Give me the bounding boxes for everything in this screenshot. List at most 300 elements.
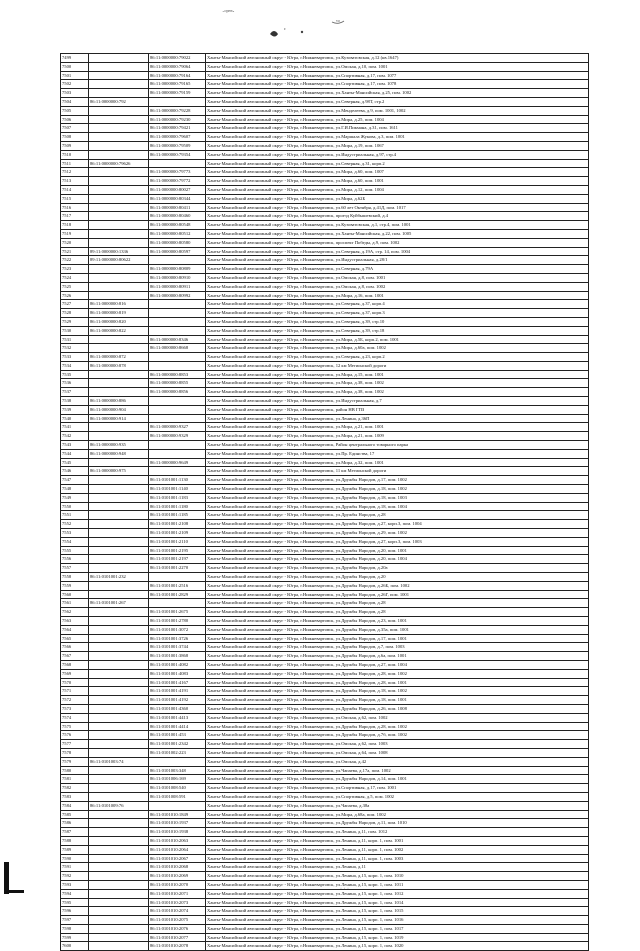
table-row: [61, 643, 589, 652]
address-prefix: Ханты-Мансийский автономный округ - Югра, г.Нижневартовск,: [207, 134, 336, 140]
address-detail: ул.Дружбы Народов, д.11, пом. 1010: [335, 820, 407, 826]
address-prefix: Ханты-Мансийский автономный округ - Югра, г.Нижневартовск,: [207, 204, 336, 210]
table-row: [61, 256, 589, 265]
object-address: [206, 449, 589, 458]
row-number: 7568: [61, 660, 89, 669]
object-cadastral-number: 86:11:0000000:80992: [149, 291, 206, 300]
parcel-cadastral-number: [89, 880, 149, 889]
table-row: [61, 731, 589, 740]
row-number: 7566: [61, 643, 89, 652]
address-prefix: Ханты-Мансийский автономный округ - Югра, г.Нижневартовск,: [207, 547, 336, 553]
row-number: 7515: [61, 194, 89, 203]
address-prefix: Ханты-Мансийский автономный округ - Югра, г.Нижневартовск,: [207, 705, 336, 711]
address-prefix: Ханты-Мансийский автономный округ - Югра, г.Нижневартовск,: [207, 934, 336, 940]
table-row: [61, 361, 589, 370]
row-number: 7600: [61, 942, 89, 951]
address-prefix: Ханты-Мансийский автономный округ - Югра, г.Нижневартовск,: [207, 327, 336, 333]
object-cadastral-number: 86:11:0000000:8853: [149, 370, 206, 379]
address-prefix: Ханты-Мансийский автономный округ - Югра, г.Нижневартовск,: [207, 336, 336, 342]
row-number: 7579: [61, 757, 89, 766]
table-row: [61, 564, 589, 573]
parcel-cadastral-number: [89, 863, 149, 872]
parcel-cadastral-number: [89, 810, 149, 819]
object-address: [206, 273, 589, 282]
table-row: [61, 889, 589, 898]
parcel-cadastral-number: 86:11:0101009:76: [89, 801, 149, 810]
table-row: [61, 238, 589, 247]
row-number: 7499: [61, 54, 89, 63]
table-row: [61, 106, 589, 115]
object-address: [206, 704, 589, 713]
parcel-cadastral-number: [89, 617, 149, 626]
row-number: 7561: [61, 599, 89, 608]
table-row: [61, 449, 589, 458]
table-row: [61, 71, 589, 80]
object-cadastral-number: 86:11:0000000:80910: [149, 273, 206, 282]
address-prefix: Ханты-Мансийский автономный округ - Югра, г.Нижневартовск,: [207, 925, 336, 931]
table-row: [61, 370, 589, 379]
object-address: [206, 590, 589, 599]
object-address: [206, 898, 589, 907]
address-detail: ул.Дружбы Народов, д.35а, пом. 1001: [335, 626, 409, 632]
scan-mark-right: ᵛᵒ: [336, 18, 341, 26]
address-detail: ул.Омская, д.10, пом. 1001: [335, 63, 388, 69]
object-cadastral-number: 86:11:0000000:79230: [149, 115, 206, 124]
object-cadastral-number: 86:11:0000000:80460: [149, 212, 206, 221]
parcel-cadastral-number: [89, 836, 149, 845]
object-address: [206, 775, 589, 784]
address-prefix: Ханты-Мансийский автономный округ - Югра, г.Нижневартовск,: [207, 63, 336, 69]
parcel-cadastral-number: [89, 590, 149, 599]
address-prefix: Ханты-Мансийский автономный округ - Югра, г.Нижневартовск,: [207, 618, 336, 623]
address-detail: ул.Мира, д.21, пом. 1009: [335, 433, 384, 439]
address-prefix: Ханты-Мансийский автономный округ - Югра, г.Нижневартовск,: [207, 160, 336, 166]
row-number: 7581: [61, 775, 89, 784]
address-prefix: Ханты-Мансийский автономный округ - Югра, г.Нижневартовск,: [207, 406, 336, 412]
parcel-cadastral-number: [89, 291, 149, 300]
row-number: 7504: [61, 97, 89, 106]
object-cadastral-number: 86:11:0000000:79772: [149, 177, 206, 186]
row-number: 7500: [61, 62, 89, 71]
object-address: [206, 432, 589, 441]
parcel-cadastral-number: [89, 89, 149, 98]
object-address: [206, 150, 589, 159]
table-row: [61, 590, 589, 599]
row-number: 7542: [61, 432, 89, 441]
object-address: [206, 511, 589, 520]
object-address: [206, 168, 589, 177]
object-cadastral-number: 86:11:0101001:4360: [149, 704, 206, 713]
object-address: [206, 740, 589, 749]
object-cadastral-number: 86:11:0101001:2108: [149, 520, 206, 529]
object-cadastral-number: 86:11:0101001:453: [149, 731, 206, 740]
address-prefix: Ханты-Мансийский автономный округ - Югра, г.Нижневартовск,: [207, 582, 336, 588]
address-prefix: Ханты-Мансийский автономный округ - Югра, г.Нижневартовск,: [207, 90, 336, 96]
address-prefix: Ханты-Мансийский автономный округ - Югра, г.Нижневартовск,: [207, 793, 336, 799]
table-row: [61, 229, 589, 238]
table-row: [61, 353, 589, 362]
parcel-cadastral-number: [89, 678, 149, 687]
object-address: [206, 907, 589, 916]
address-detail: ул.Маршала Жукова, д.3, пом. 1001: [335, 134, 405, 140]
address-detail: ул.Дружбы Народов, д.20: [335, 574, 386, 580]
address-detail: ул.Ленина, д.11: [335, 864, 366, 870]
parcel-cadastral-number: [89, 106, 149, 115]
row-number: 7577: [61, 740, 89, 749]
row-number: 7505: [61, 106, 89, 115]
address-detail: ул.Дружбы Народов, д.26, пом. 1008: [335, 705, 407, 711]
object-cadastral-number: 86:11:0101010:2070: [149, 880, 206, 889]
table-row: [61, 801, 589, 810]
table-row: [61, 916, 589, 925]
address-detail: ул.Мира, д.16, пом. 1001: [335, 292, 384, 298]
parcel-cadastral-number: 86:11:0000000:886: [89, 397, 149, 406]
table-row: [61, 617, 589, 626]
object-address: [206, 757, 589, 766]
row-number: 7549: [61, 493, 89, 502]
parcel-cadastral-number: [89, 54, 149, 63]
address-detail: ул.Дружбы Народов, д.18, пом. 1003: [335, 494, 407, 500]
object-cadastral-number: 86:11:0000000:9649: [149, 458, 206, 467]
scan-mark-left: ·ᵒᵖᵉⁿ·: [222, 8, 235, 16]
row-number: 7591: [61, 863, 89, 872]
row-number: 7540: [61, 414, 89, 423]
address-prefix: Ханты-Мансийский автономный округ - Югра, г.Нижневартовск,: [207, 345, 336, 351]
table-row: [61, 335, 589, 344]
row-number: 7510: [61, 150, 89, 159]
object-cadastral-number: 86:11:0101008:591: [149, 792, 206, 801]
address-prefix: Ханты-Мансийский автономный округ - Югра, г.Нижневартовск,: [207, 890, 336, 896]
object-cadastral-number: [149, 441, 206, 450]
table-row: [61, 740, 589, 749]
table-row: [61, 599, 589, 608]
table-row: [61, 748, 589, 757]
table-row: [61, 405, 589, 414]
address-prefix: Ханты-Мансийский автономный округ - Югра, г.Нижневартовск,: [207, 899, 336, 905]
parcel-cadastral-number: [89, 370, 149, 379]
object-cadastral-number: 86:11:0101001:2197: [149, 555, 206, 564]
table-row: [61, 898, 589, 907]
row-number: 7550: [61, 502, 89, 511]
table-row: [61, 194, 589, 203]
address-detail: ул.Дружбы Народов, д.27, корп.3, пом. 1003: [335, 538, 422, 544]
row-number: 7525: [61, 282, 89, 291]
address-prefix: Ханты-Мансийский автономный округ - Югра, г.Нижневартовск,: [207, 292, 336, 298]
object-cadastral-number: [149, 449, 206, 458]
address-detail: район НВ ГПЗ: [335, 406, 365, 412]
object-address: [206, 625, 589, 634]
address-prefix: Ханты-Мансийский автономный округ - Югра, г.Нижневартовск,: [207, 81, 336, 87]
table-row: [61, 625, 589, 634]
object-address: [206, 617, 589, 626]
object-address: [206, 810, 589, 819]
address-prefix: Ханты-Мансийский автономный округ - Югра, г.Нижневартовск,: [207, 767, 336, 773]
row-number: 7523: [61, 265, 89, 274]
object-cadastral-number: 86:11:0101010:1938: [149, 828, 206, 837]
address-detail: ул.Мира, д.62Б: [335, 195, 366, 201]
address-prefix: Ханты-Мансийский автономный округ - Югра, г.Нижневартовск,: [207, 732, 336, 738]
object-cadastral-number: 86:11:0101010:2063: [149, 836, 206, 845]
object-address: [206, 643, 589, 652]
object-cadastral-number: [149, 801, 206, 810]
object-address: [206, 326, 589, 335]
address-prefix: Ханты-Мансийский автономный округ - Югра, г.Нижневартовск,: [207, 741, 336, 747]
object-cadastral-number: 86:11:0101010:2064: [149, 845, 206, 854]
row-number: 7553: [61, 529, 89, 538]
address-prefix: Ханты-Мансийский автономный округ - Югра, г.Нижневартовск,: [207, 688, 336, 694]
address-detail: ул.Дружбы Народов, д.27, корп.3, пом. 1004: [335, 521, 422, 527]
object-cadastral-number: 86:11:0101010:2069: [149, 872, 206, 881]
address-detail: ул.Дружбы Народов, д.20а: [335, 565, 388, 571]
address-prefix: Ханты-Мансийский автономный округ - Югра, г.Нижневартовск,: [207, 521, 336, 527]
parcel-cadastral-number: [89, 476, 149, 485]
address-prefix: Ханты-Мансийский автономный округ - Югра, г.Нижневартовск,: [207, 222, 336, 228]
object-cadastral-number: 86:11:0101001:1180: [149, 502, 206, 511]
table-row: [61, 792, 589, 801]
table-row: [61, 854, 589, 863]
object-address: [206, 872, 589, 881]
address-detail: ул.Спортивная, д.17, пом. 1077: [335, 72, 397, 78]
row-number: 7584: [61, 801, 89, 810]
object-address: [206, 933, 589, 942]
table-row: [61, 177, 589, 186]
object-cadastral-number: 86:11:0101001:2829: [149, 590, 206, 599]
parcel-cadastral-number: [89, 766, 149, 775]
object-cadastral-number: 86:11:0101010:2078: [149, 942, 206, 951]
object-address: [206, 766, 589, 775]
parcel-cadastral-number: [89, 62, 149, 71]
row-number: 7522: [61, 256, 89, 265]
parcel-cadastral-number: [89, 819, 149, 828]
table-row: [61, 212, 589, 221]
address-prefix: Ханты-Мансийский автономный округ - Югра, г.Нижневартовск,: [207, 230, 336, 236]
address-detail: ул.Ленина, д.36П: [335, 415, 370, 421]
table-row: [61, 168, 589, 177]
table-row: [61, 423, 589, 432]
object-address: [206, 722, 589, 731]
object-cadastral-number: 86:11:0000000:79773: [149, 168, 206, 177]
parcel-cadastral-number: [89, 704, 149, 713]
address-detail: ул.Ленина, д.15, корп. 1, пом. 1011: [335, 881, 404, 887]
object-address: [206, 485, 589, 494]
parcel-cadastral-number: [89, 150, 149, 159]
parcel-cadastral-number: [89, 581, 149, 590]
parcel-cadastral-number: 86:11:0000000:822: [89, 326, 149, 335]
address-prefix: Ханты-Мансийский автономный округ - Югра, г.Нижневартовск,: [207, 186, 336, 192]
table-row: [61, 687, 589, 696]
parcel-cadastral-number: 86:11:0101001:232: [89, 573, 149, 582]
object-cadastral-number: [149, 599, 206, 608]
address-prefix: Ханты-Мансийский автономный округ - Югра, г.Нижневартовск,: [207, 178, 336, 184]
row-number: 7583: [61, 792, 89, 801]
row-number: 7576: [61, 731, 89, 740]
row-number: 7529: [61, 317, 89, 326]
address-prefix: Ханты-Мансийский автономный округ - Югра, г.Нижневартовск,: [207, 310, 336, 316]
object-cadastral-number: [149, 97, 206, 106]
object-cadastral-number: 86:11:0101001:3868: [149, 652, 206, 661]
table-row: [61, 907, 589, 916]
object-address: [206, 669, 589, 678]
table-row: [61, 150, 589, 159]
parcel-cadastral-number: 86:11:0000000:792: [89, 97, 149, 106]
address-detail: ул.Дружбы Народов, д.7, пом. 1003: [335, 644, 405, 650]
parcel-cadastral-number: [89, 784, 149, 793]
address-prefix: Ханты-Мансийский автономный округ - Югра, г.Нижневартовск,: [207, 758, 336, 764]
address-prefix: Ханты-Мансийский автономный округ - Югра, г.Нижневартовск,: [207, 776, 336, 782]
table-row: [61, 608, 589, 617]
object-address: [206, 819, 589, 828]
object-cadastral-number: 86:11:0000000:80911: [149, 282, 206, 291]
table-row: [61, 344, 589, 353]
object-cadastral-number: 86:11:0101001:1183: [149, 493, 206, 502]
address-detail: ул.Индустриальная, д.28/1: [335, 257, 388, 263]
object-cadastral-number: [149, 361, 206, 370]
address-detail: ул.Индустриальная, д.97, стр.4: [335, 151, 397, 157]
table-row: [61, 185, 589, 194]
table-row: [61, 942, 589, 951]
object-address: [206, 141, 589, 150]
parcel-cadastral-number: [89, 432, 149, 441]
object-address: [206, 564, 589, 573]
table-row: [61, 291, 589, 300]
address-detail: ул.Ленина, д.15, корп. 1, пом. 1010: [335, 873, 404, 879]
parcel-cadastral-number: [89, 546, 149, 555]
address-detail: ул.Дружбы Народов, д.28, пом. 1002: [335, 723, 407, 729]
parcel-cadastral-number: [89, 133, 149, 142]
address-prefix: Ханты-Мансийский автономный округ - Югра, г.Нижневартовск,: [207, 107, 336, 113]
parcel-cadastral-number: [89, 564, 149, 573]
object-cadastral-number: 86:11:0000000:80411: [149, 203, 206, 212]
address-prefix: Ханты-Мансийский автономный округ - Югра, г.Нижневартовск,: [207, 538, 336, 544]
address-detail: ул.Дружбы Народов, д.18, пом. 1002: [335, 486, 407, 492]
address-detail: ул.Мира, д.60, пом. 1007: [335, 169, 384, 175]
table-row: [61, 933, 589, 942]
object-cadastral-number: [149, 405, 206, 414]
object-cadastral-number: 86:11:0101001:3744: [149, 643, 206, 652]
row-number: 7517: [61, 212, 89, 221]
object-address: [206, 942, 589, 951]
object-address: [206, 159, 589, 168]
address-detail: ул.Дружбы Народов, д.26Г, пом. 1001: [335, 591, 410, 597]
table-row: [61, 757, 589, 766]
row-number: 7586: [61, 819, 89, 828]
address-prefix: Ханты-Мансийский автономный округ - Югра, г.Нижневартовск,: [207, 459, 336, 465]
parcel-cadastral-number: [89, 379, 149, 388]
address-detail: ул.Омская, д.8, пом. 1002: [335, 283, 386, 289]
row-number: 7556: [61, 555, 89, 564]
table-row: [61, 502, 589, 511]
address-prefix: Ханты-Мансийский автономный округ - Югра, г.Нижневартовск,: [207, 837, 336, 843]
parcel-cadastral-number: 86:11:0000000:935: [89, 441, 149, 450]
row-number: 7546: [61, 467, 89, 476]
address-detail: ул.Мира, д.60а, пом. 1002: [335, 345, 386, 351]
table-row: [61, 546, 589, 555]
object-address: [206, 476, 589, 485]
parcel-cadastral-number: [89, 872, 149, 881]
object-cadastral-number: 86:11:0101006:169: [149, 775, 206, 784]
object-address: [206, 300, 589, 309]
row-number: 7595: [61, 898, 89, 907]
address-prefix: Ханты-Мансийский автономный округ - Югра, г.Нижневартовск,: [207, 442, 336, 448]
parcel-cadastral-number: [89, 828, 149, 837]
object-address: [206, 124, 589, 133]
parcel-cadastral-number: 89:11:0000000:1336: [89, 247, 149, 256]
row-number: 7508: [61, 133, 89, 142]
table-row: [61, 273, 589, 282]
parcel-cadastral-number: [89, 660, 149, 669]
address-prefix: Ханты-Мансийский автономный округ - Югра, г.Нижневартовск,: [207, 881, 336, 887]
parcel-cadastral-number: [89, 854, 149, 863]
object-address: [206, 889, 589, 898]
address-detail: ул.Ленина, д.15, корп. 1, пом. 1014: [335, 899, 404, 905]
row-number: 7552: [61, 520, 89, 529]
object-cadastral-number: 86:11:0000000:79228: [149, 106, 206, 115]
address-prefix: Ханты-Мансийский автономный округ - Югра, г.Нижневартовск,: [207, 494, 336, 500]
row-number: 7507: [61, 124, 89, 133]
object-address: [206, 115, 589, 124]
address-detail: проспект Победы, д.9, пом. 1002: [335, 239, 400, 245]
row-number: 7599: [61, 933, 89, 942]
table-row: [61, 924, 589, 933]
table-row: [61, 520, 589, 529]
parcel-cadastral-number: [89, 511, 149, 520]
parcel-cadastral-number: [89, 485, 149, 494]
object-cadastral-number: 86:11:0000000:80597: [149, 247, 206, 256]
address-detail: ул.Спортивная, д.17, пом. 1078: [335, 81, 397, 87]
address-prefix: Ханты-Мансийский автономный округ - Югра, г.Нижневартовск,: [207, 556, 336, 562]
address-prefix: Ханты-Мансийский автономный округ - Югра, г.Нижневартовск,: [207, 609, 336, 615]
address-detail: ул.Северная, д.37, корп.4: [335, 301, 385, 307]
table-row: [61, 537, 589, 546]
address-prefix: Ханты-Мансийский автономный округ - Югра, г.Нижневартовск,: [207, 125, 336, 131]
parcel-cadastral-number: 86:11:0101001:267: [89, 599, 149, 608]
object-cadastral-number: 86:11:0000000:79064: [149, 62, 206, 71]
row-number: 7570: [61, 678, 89, 687]
object-cadastral-number: 86:11:0000000:80512: [149, 229, 206, 238]
table-row: [61, 819, 589, 828]
row-number: 7536: [61, 379, 89, 388]
object-address: [206, 863, 589, 872]
parcel-cadastral-number: [89, 80, 149, 89]
table-row: [61, 713, 589, 722]
table-row: [61, 467, 589, 476]
object-address: [206, 194, 589, 203]
row-number: 7573: [61, 704, 89, 713]
parcel-cadastral-number: [89, 942, 149, 951]
object-cadastral-number: 86:11:0000000:80344: [149, 194, 206, 203]
parcel-cadastral-number: [89, 493, 149, 502]
table-row: [61, 704, 589, 713]
object-cadastral-number: 86:11:0000000:9327: [149, 423, 206, 432]
row-number: 7547: [61, 476, 89, 485]
row-number: 7582: [61, 784, 89, 793]
address-detail: ул.Чапаева, д.17а, пом. 1002: [335, 767, 391, 773]
object-address: [206, 784, 589, 793]
row-number: 7528: [61, 309, 89, 318]
row-number: 7598: [61, 924, 89, 933]
address-prefix: Ханты-Мансийский автономный округ - Югра, г.Нижневартовск,: [207, 318, 336, 324]
object-address: [206, 309, 589, 318]
object-cadastral-number: 86:11:0101001:4167: [149, 678, 206, 687]
object-address: [206, 924, 589, 933]
table-row: [61, 54, 589, 63]
address-detail: ул.Северная, д.39, стр.10: [335, 318, 385, 324]
object-cadastral-number: 86:11:0101001:4414: [149, 722, 206, 731]
parcel-cadastral-number: [89, 177, 149, 186]
row-number: 7562: [61, 608, 89, 617]
object-cadastral-number: 86:11:0101010:2077: [149, 933, 206, 942]
parcel-cadastral-number: [89, 115, 149, 124]
